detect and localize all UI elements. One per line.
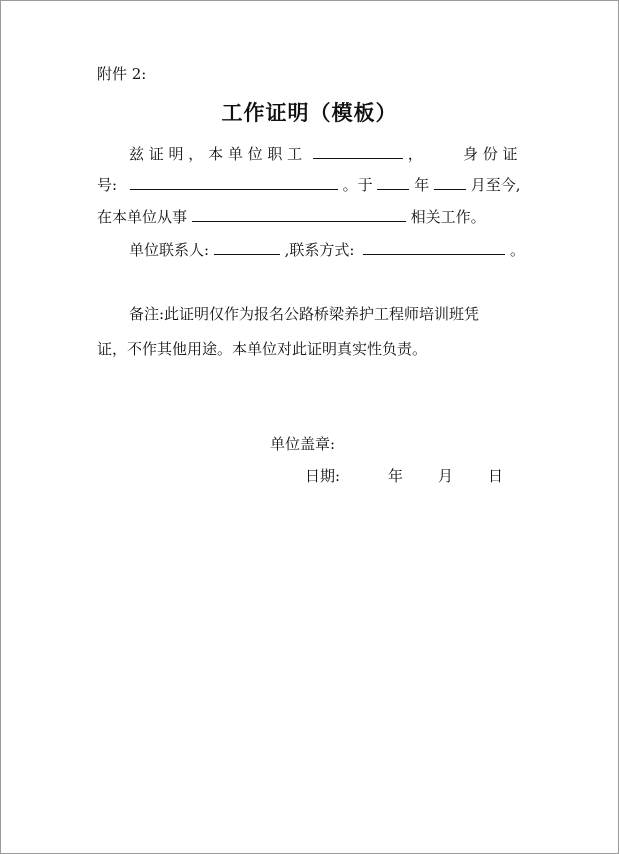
id-label-part: 身 份 证 xyxy=(463,145,518,163)
contact-person-blank xyxy=(214,239,280,255)
certify-line-3 xyxy=(97,206,486,228)
employee-name-blank xyxy=(313,143,403,159)
month-blank xyxy=(434,174,466,190)
year-blank xyxy=(377,174,409,190)
id-label-end: 号: xyxy=(97,176,118,194)
seal-label: 单位盖章: xyxy=(270,435,336,453)
since-label: 。于 xyxy=(342,176,373,194)
date-day-label: 日 xyxy=(488,467,504,485)
note-line-1: 备注:此证明仅作为报名公路桥梁养护工程师培训班凭 xyxy=(129,305,480,323)
date-year-label: 年 xyxy=(388,467,404,485)
contact-method-blank xyxy=(363,239,505,255)
note-line-2: 证，不作其他用途。本单位对此证明真实性负责。 xyxy=(97,340,428,358)
certify-line-2 xyxy=(97,174,521,196)
contact-method-label: ,联系方式: xyxy=(284,241,355,259)
id-number-blank xyxy=(130,174,338,190)
work-field-blank xyxy=(192,206,406,222)
date-label: 日期: xyxy=(305,467,341,485)
contact-person-label: 单位联系人: xyxy=(129,241,210,259)
certify-line-4 xyxy=(129,239,525,261)
year-label: 年 xyxy=(414,176,430,194)
certify-line-1 xyxy=(129,143,423,165)
comma: ， xyxy=(407,145,423,163)
document-title: 工作证明（模板） xyxy=(221,100,398,125)
date-month-label: 月 xyxy=(438,467,454,485)
work-prefix: 在本单位从事 xyxy=(97,208,188,226)
attachment-label: 附件 2: xyxy=(97,65,147,83)
work-suffix: 相关工作。 xyxy=(410,208,486,226)
period: 。 xyxy=(510,241,526,259)
certify-text: 兹 证 明 ， 本 单 位 职 工 xyxy=(129,145,303,163)
month-label: 月至今, xyxy=(470,176,521,194)
